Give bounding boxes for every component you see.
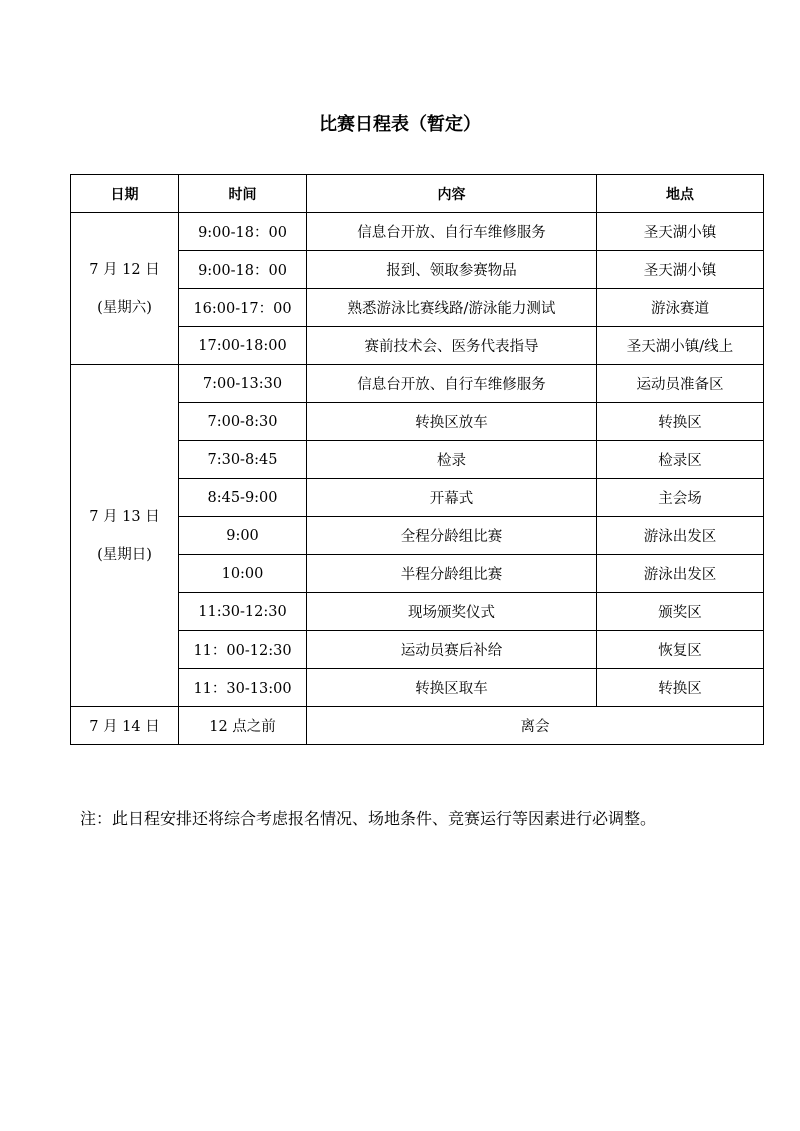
content-cell: 现场颁奖仪式 [307,593,597,631]
date-cell [71,365,179,707]
weekday-label: (星期六) [97,299,152,316]
content-cell: 运动员赛后补给 [307,631,597,669]
content-cell: 半程分龄组比赛 [307,555,597,593]
date-cell [71,213,179,365]
content-cell: 转换区放车 [307,403,597,441]
location-cell: 颁奖区 [597,593,764,631]
time-cell: 10:00 [179,555,307,593]
header-content: 内容 [307,175,597,213]
table-row [71,213,764,251]
time-cell: 16:00-17：00 [179,289,307,327]
content-cell: 离会 [307,707,764,745]
date-label: 7 月 12 日 [89,261,160,278]
header-location: 地点 [597,175,764,213]
location-cell: 恢复区 [597,631,764,669]
location-cell: 运动员准备区 [597,365,764,403]
table-header-row [71,175,764,213]
schedule-note: 注：此日程安排还将综合考虑报名情况、场地条件、竞赛运行等因素进行必调整。 [80,809,657,828]
location-cell: 转换区 [597,403,764,441]
table-row [71,365,764,403]
header-time: 时间 [179,175,307,213]
location-cell: 游泳出发区 [597,517,764,555]
schedule-table [70,174,764,745]
location-cell: 游泳赛道 [597,289,764,327]
location-cell: 圣天湖小镇 [597,213,764,251]
time-cell: 7:00-13:30 [179,365,307,403]
content-cell: 赛前技术会、医务代表指导 [307,327,597,365]
location-cell: 圣天湖小镇/线上 [597,327,764,365]
time-cell: 7:00-8:30 [179,403,307,441]
time-cell: 12 点之前 [179,707,307,745]
time-cell: 11：00-12:30 [179,631,307,669]
content-cell: 开幕式 [307,479,597,517]
date-cell: 7 月 14 日 [71,707,179,745]
header-date: 日期 [71,175,179,213]
table-row [71,707,764,745]
content-cell: 信息台开放、自行车维修服务 [307,213,597,251]
time-cell: 9:00-18：00 [179,213,307,251]
date-label: 7 月 13 日 [89,508,160,525]
content-cell: 信息台开放、自行车维修服务 [307,365,597,403]
time-cell: 7:30-8:45 [179,441,307,479]
time-cell: 11:30-12:30 [179,593,307,631]
content-cell: 熟悉游泳比赛线路/游泳能力测试 [307,289,597,327]
content-cell: 全程分龄组比赛 [307,517,597,555]
page-title: 比赛日程表（暂定） [319,114,481,135]
location-cell: 转换区 [597,669,764,707]
location-cell: 游泳出发区 [597,555,764,593]
weekday-label: (星期日) [97,546,152,563]
time-cell: 9:00 [179,517,307,555]
content-cell: 检录 [307,441,597,479]
location-cell: 主会场 [597,479,764,517]
time-cell: 17:00-18:00 [179,327,307,365]
content-cell: 转换区取车 [307,669,597,707]
time-cell: 8:45-9:00 [179,479,307,517]
location-cell: 检录区 [597,441,764,479]
content-cell: 报到、领取参赛物品 [307,251,597,289]
time-cell: 9:00-18：00 [179,251,307,289]
location-cell: 圣天湖小镇 [597,251,764,289]
time-cell: 11：30-13:00 [179,669,307,707]
